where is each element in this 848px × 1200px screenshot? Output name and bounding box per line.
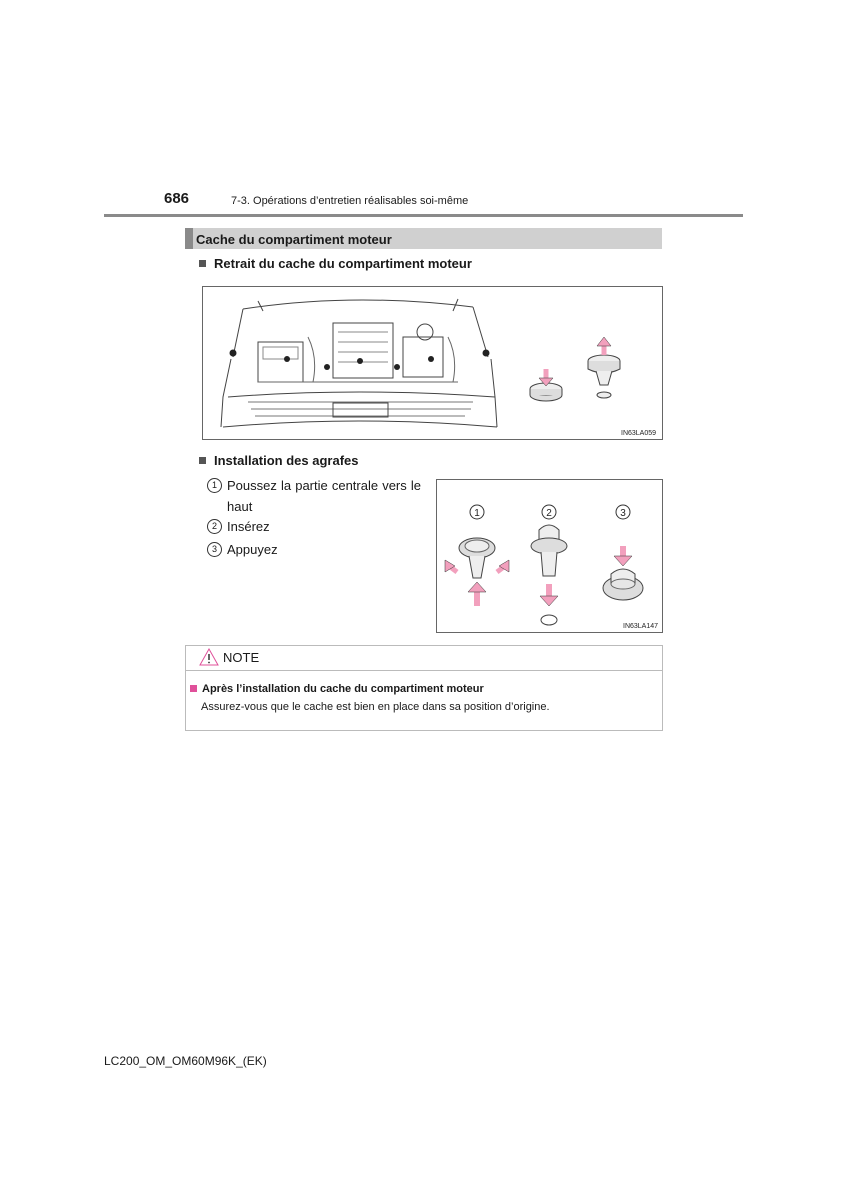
clip-install-illustration (437, 480, 662, 632)
step-text: Poussez la partie centrale vers le haut (227, 478, 421, 514)
header-rule (104, 214, 743, 217)
engine-cover-figure (202, 286, 663, 440)
footer-doc-code: LC200_OM_OM60M96K_(EK) (104, 1054, 267, 1068)
step1-clip (445, 538, 509, 606)
note-item-title (190, 683, 484, 695)
warning-icon (199, 648, 219, 671)
note-item-text: Assurez-vous que le cache est bien en place dans sa position d’origine. (201, 701, 550, 713)
chapter-title: 7-3. Opérations d’entretien réalisables soi-même (231, 195, 469, 207)
figure-code: IN63LA059 (621, 430, 657, 437)
figure-step-label: 1 (474, 508, 480, 519)
step-item (207, 539, 278, 560)
installation-heading (199, 453, 359, 468)
figure-step-label: 3 (620, 508, 626, 519)
step3-clip (603, 546, 643, 600)
step-text: Insérez (227, 519, 270, 534)
bullet-square-icon (199, 457, 206, 464)
clip-pull-illustration (588, 337, 620, 398)
step-text: Appuyez (227, 542, 278, 557)
note-label: NOTE (223, 650, 260, 665)
figure-step-label: 2 (546, 508, 552, 519)
clip-install-figure (436, 479, 663, 633)
note-bullet-icon (190, 685, 197, 692)
figure-code: IN63LA147 (623, 623, 659, 630)
removal-heading-text: Retrait du cache du compartiment moteur (214, 256, 472, 271)
engine-compartment-illustration (203, 287, 662, 439)
clip-push-illustration (530, 369, 562, 401)
note-item-title-text: Après l’installation du cache du compartiment moteur (202, 683, 484, 695)
installation-heading-text: Installation des agrafes (214, 453, 359, 468)
step-number: 3 (207, 542, 222, 557)
step-number: 1 (207, 478, 222, 493)
step2-clip (531, 525, 567, 625)
bullet-square-icon (199, 260, 206, 267)
step-item (207, 516, 270, 537)
step-item (207, 475, 425, 517)
section-title: Cache du compartiment moteur (196, 232, 392, 247)
step-number: 2 (207, 519, 222, 534)
removal-heading (199, 256, 472, 271)
page-number: 686 (164, 190, 190, 207)
